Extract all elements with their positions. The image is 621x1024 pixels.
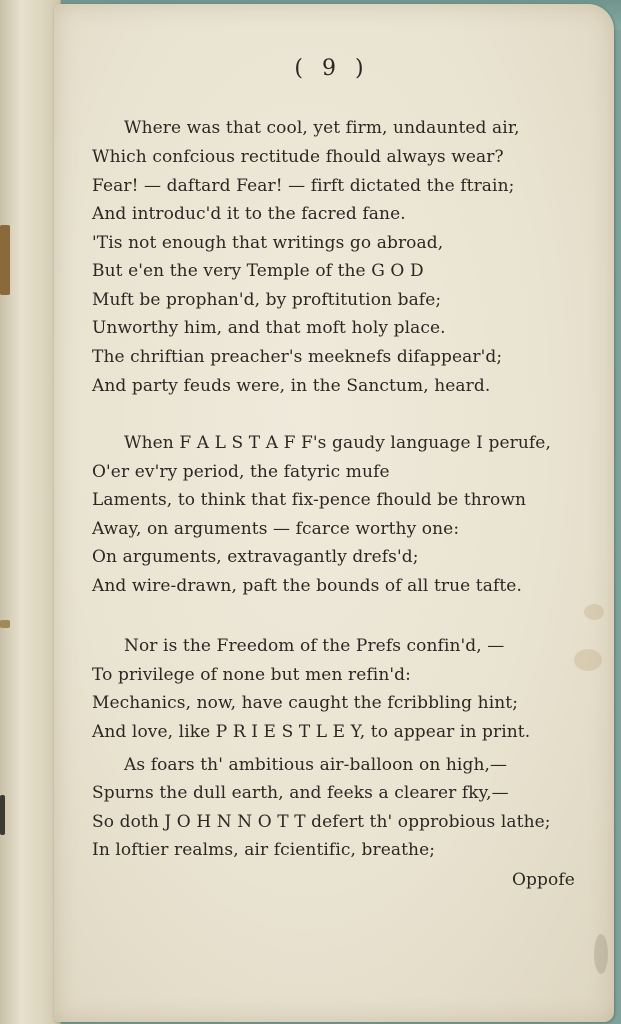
verse-line: Nor is the Freedom of the Prefs confin'd, —	[124, 636, 505, 656]
verse-line: And introduc'd it to the facred fane.	[92, 204, 406, 224]
verse-line: O'er ev'ry period, the fatyric mufe	[92, 462, 390, 482]
thread-stitch	[0, 225, 10, 295]
thread-stitch	[0, 620, 10, 628]
verse-line: And love, like P R I E S T L E Y, to appear in print.	[92, 722, 531, 742]
catchword: Oppofe	[512, 870, 575, 890]
foxing-stain	[594, 934, 608, 974]
verse-line: Unworthy him, and that moft holy place.	[92, 318, 446, 338]
thread-stitch	[0, 795, 5, 835]
verse-line: Spurns the dull earth, and feeks a clearer fky,—	[92, 783, 509, 803]
verse-line: Away, on arguments — fcarce worthy one:	[92, 519, 460, 539]
foxing-stain	[584, 604, 604, 620]
verse-line: So doth J O H N N O T T defert th' opprobious lathe;	[92, 812, 551, 832]
verse-line: And wire-drawn, paft the bounds of all true tafte.	[92, 576, 522, 596]
verse-line: But e'en the very Temple of the G O D	[92, 261, 424, 281]
verse-line: And party feuds were, in the Sanctum, heard.	[92, 376, 491, 396]
verse-line: To privilege of none but men refin'd:	[92, 665, 411, 685]
verse-line: As foars th' ambitious air-balloon on high,—	[124, 755, 508, 775]
verse-line: On arguments, extravagantly drefs'd;	[92, 547, 419, 567]
verse-line: The chriftian preacher's meeknefs difappear'd;	[92, 347, 503, 367]
verse-line: Which confcious rectitude fhould always wear?	[92, 147, 504, 167]
verse-line: Fear! — daftard Fear! — firft dictated the ftrain;	[92, 176, 515, 196]
binding-spine	[0, 0, 61, 1024]
verse-line: Muft be prophan'd, by proftitution bafe;	[92, 290, 442, 310]
verse-line: Where was that cool, yet firm, undaunted air,	[124, 118, 520, 138]
verse-line: Mechanics, now, have caught the fcribbling hint;	[92, 693, 519, 713]
page-number: ( 9 )	[294, 56, 370, 81]
verse-line: Laments, to think that fix-pence fhould be thrown	[92, 490, 527, 510]
verse-line: When F A L S T A F F's gaudy language I perufe,	[124, 433, 551, 453]
foxing-stain	[574, 649, 602, 671]
verse-line: In loftier realms, air fcientific, breathe;	[92, 840, 436, 860]
verse-line: 'Tis not enough that writings go abroad,	[92, 233, 444, 253]
